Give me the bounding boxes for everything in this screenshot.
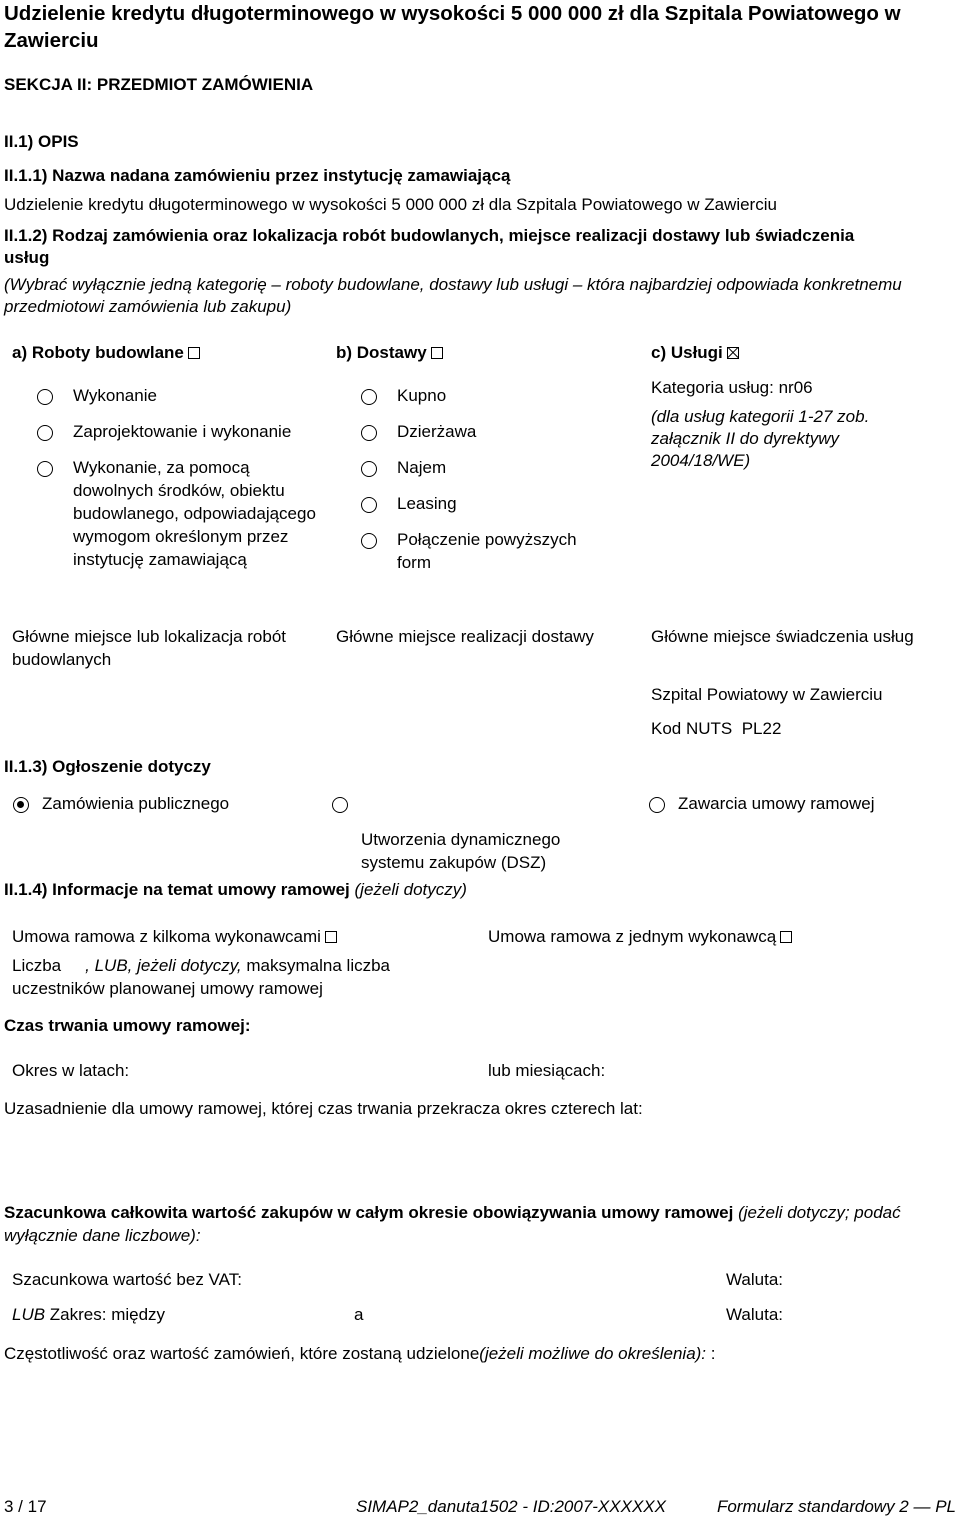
multi-framework-row	[12, 925, 337, 948]
ii14-heading-note: (jeżeli dotyczy)	[354, 880, 467, 899]
section-heading: SEKCJA II: PRZEDMIOT ZAMÓWIENIA	[4, 75, 314, 94]
services-header	[651, 343, 739, 363]
duration-heading: Czas trwania umowy ramowej:	[4, 1016, 251, 1035]
frequency-end: :	[706, 1344, 716, 1363]
services-location-label: Główne miejsce świadczenia usług	[651, 627, 914, 646]
participants-count	[12, 954, 452, 1000]
services-label: c) Usługi	[651, 343, 723, 362]
currency-2-label: Waluta:	[726, 1305, 784, 1324]
single-framework-label: Umowa ramowa z jednym wykonawcą	[488, 927, 777, 946]
range-or: LUB	[12, 1305, 46, 1324]
supplies-location-label: Główne miejsce realizacji dostawy	[336, 627, 594, 646]
service-category-note: (dla usług kategorii 1-27 zob. załącznik II do dyrektywy 2004/18/WE)	[651, 407, 870, 470]
services-location-value: Szpital Powiatowy w Zawierciu	[651, 685, 883, 704]
single-framework-checkbox[interactable]	[780, 931, 792, 943]
supplies-label: b) Dostawy	[336, 343, 427, 362]
participants-label: Liczba	[12, 956, 62, 975]
framework-radio[interactable]	[649, 797, 665, 813]
works-option-1: Wykonanie	[73, 386, 157, 405]
page-title: Udzielenie kredytu długoterminowego w wysokości 5 000 000 zł dla Szpitala Powiatowego w Zawierciu	[4, 2, 901, 52]
duration-months-label: lub miesiącach:	[488, 1061, 606, 1080]
works-option-2-radio[interactable]	[37, 425, 53, 441]
page-number: 3 / 17	[4, 1497, 47, 1516]
estimate-heading: Szacunkowa całkowita wartość zakupów w całym okresie obowiązywania umowy ramowej	[4, 1203, 734, 1222]
supplies-option-5: Połączenie powyższych form	[397, 530, 577, 572]
public-contract-label: Zamówienia publicznego	[42, 794, 230, 813]
ii14-heading: II.1.4) Informacje na temat umowy ramowej	[4, 880, 350, 899]
supplies-option-1: Kupno	[397, 386, 447, 405]
participants-rest: maksymalna liczba uczestników planowanej umowy ramowej	[12, 956, 390, 998]
works-option-2: Zaprojektowanie i wykonanie	[73, 422, 292, 441]
ii12-note: (Wybrać wyłącznie jedną kategorię – roboty budowlane, dostawy lub usługi – która najbardziej odpowiada konkretnemu przedmiotowi zamówienia lub zakupu)	[4, 275, 902, 316]
supplies-option-2: Dzierżawa	[397, 422, 477, 441]
nuts-code: Kod NUTS PL22	[651, 719, 782, 738]
ii11-heading: II.1.1) Nazwa nadana zamówieniu przez instytucję zamawiającą	[4, 166, 511, 185]
form-name: Formularz standardowy 2 — PL	[716, 1497, 956, 1516]
supplies-checkbox[interactable]	[431, 347, 443, 359]
single-framework-row	[488, 925, 792, 948]
opis-heading: II.1) OPIS	[4, 132, 79, 151]
supplies-option-3: Najem	[397, 458, 447, 477]
supplies-header	[336, 343, 443, 363]
supplies-option-1-radio[interactable]	[361, 389, 377, 405]
works-header	[12, 343, 200, 363]
works-label: a) Roboty budowlane	[12, 343, 184, 362]
frequency-label: Częstotliwość oraz wartość zamówień, które zostaną udzielone	[4, 1344, 480, 1363]
range-row	[12, 1303, 165, 1326]
multi-framework-checkbox[interactable]	[325, 931, 337, 943]
works-location-label: Główne miejsce lub lokalizacja robót budowlanych	[12, 627, 287, 669]
estimate-heading-block	[4, 1201, 944, 1247]
supplies-option-4-radio[interactable]	[361, 497, 377, 513]
works-option-3: Wykonanie, za pomocą dowolnych środków, obiektu budowlanego, odpowiadającego wymogom określonym przez instytucję zamawiającą	[73, 458, 316, 569]
participants-or: , LUB, jeżeli dotyczy,	[85, 956, 242, 975]
supplies-option-4: Leasing	[397, 494, 457, 513]
ii12-heading: II.1.2) Rodzaj zamówienia oraz lokalizacja robót budowlanych, miejsce realizacji dostawy lub świadczenia usług	[4, 226, 855, 267]
document-id: SIMAP2_danuta1502 - ID:2007-XXXXXX	[356, 1497, 666, 1516]
currency-label: Waluta:	[726, 1270, 784, 1289]
services-checkbox[interactable]	[727, 347, 739, 359]
works-checkbox[interactable]	[188, 347, 200, 359]
range-and-label: a	[354, 1305, 364, 1324]
range-label: Zakres: między	[45, 1305, 166, 1324]
estimate-heading-note: (jeżeli dotyczy; podać wyłącznie dane liczbowe):	[4, 1203, 901, 1245]
duration-years-label: Okres w latach:	[12, 1061, 130, 1080]
supplies-option-2-radio[interactable]	[361, 425, 377, 441]
works-option-3-radio[interactable]	[37, 461, 53, 477]
frequency-note: (jeżeli możliwe do określenia):	[479, 1344, 707, 1363]
supplies-option-3-radio[interactable]	[361, 461, 377, 477]
dps-radio[interactable]	[332, 797, 348, 813]
supplies-option-5-radio[interactable]	[361, 533, 377, 549]
dps-label: Utworzenia dynamicznego systemu zakupów (DSZ)	[361, 830, 561, 872]
ii13-heading: II.1.3) Ogłoszenie dotyczy	[4, 757, 211, 776]
works-option-1-radio[interactable]	[37, 389, 53, 405]
multi-framework-label: Umowa ramowa z kilkoma wykonawcami	[12, 927, 321, 946]
value-no-vat-label: Szacunkowa wartość bez VAT:	[12, 1270, 242, 1289]
ii11-value: Udzielenie kredytu długoterminowego w wysokości 5 000 000 zł dla Szpitala Powiatowego w Zawierciu	[4, 195, 777, 214]
justification-label: Uzasadnienie dla umowy ramowej, której czas trwania przekracza okres czterech lat:	[4, 1099, 643, 1118]
framework-label: Zawarcia umowy ramowej	[678, 794, 875, 813]
service-category: Kategoria usług: nr06	[651, 378, 813, 397]
frequency-row	[4, 1342, 716, 1365]
ii14-heading-row	[4, 880, 467, 900]
public-contract-radio[interactable]	[13, 797, 29, 813]
